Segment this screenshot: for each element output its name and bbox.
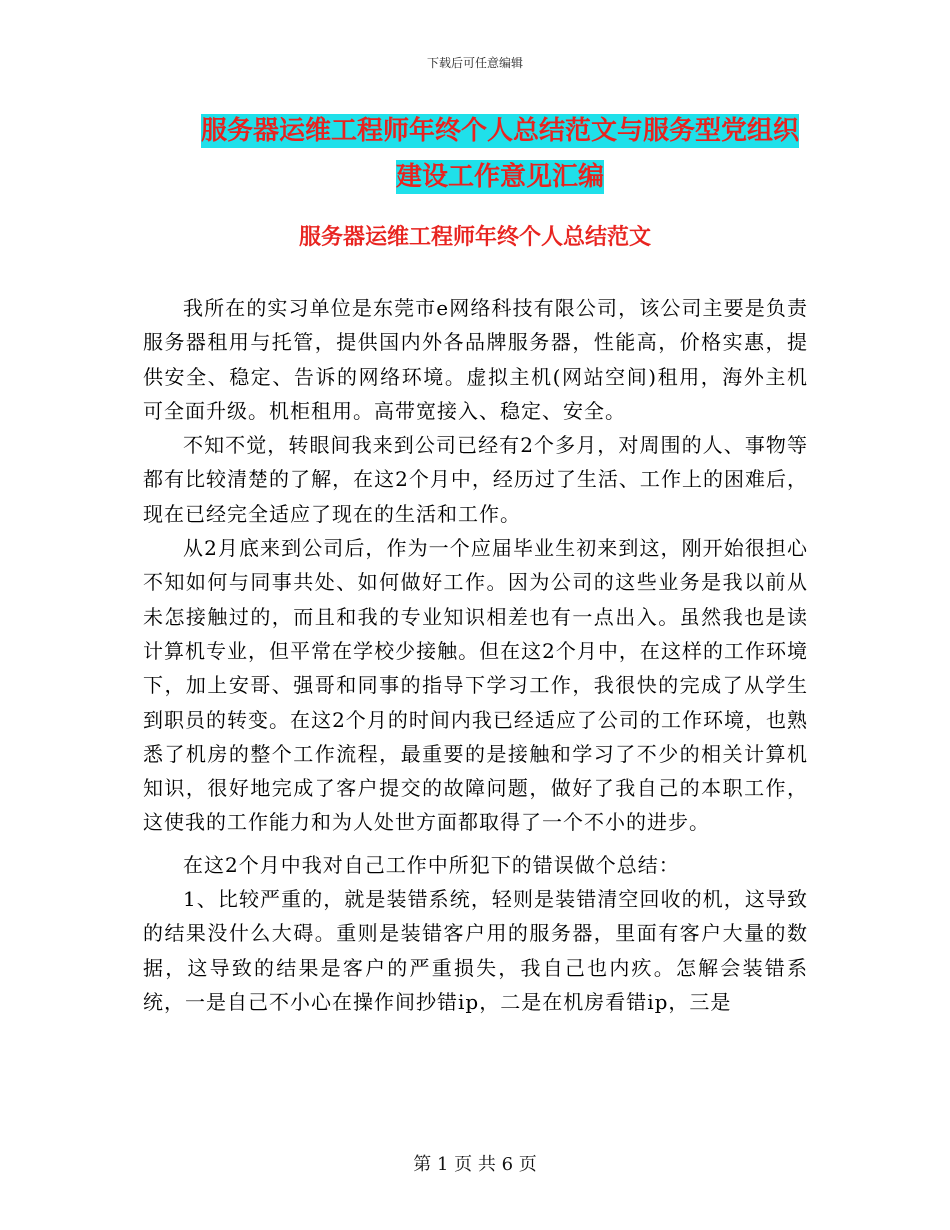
document-title-line-1: 服务器运维工程师年终个人总结范文与服务型党组织 <box>200 116 799 146</box>
page-footer: 第 1 页 共 6 页 <box>413 1154 537 1175</box>
paragraph: 1、比较严重的，就是装错系统，轻则是装错清空回收的机，这导致的结果没什么大碍。重则是装错客户用的服务器，里面有客户大量的数据，这导致的结果是客户的严重损失，我自己也内疚。怎解会装错系统，一是自己不小心在操作间抄错ip，二是在机房看错ip，三是 <box>143 887 808 1014</box>
document-title-line-2: 建设工作意见汇编 <box>395 162 604 192</box>
body-text <box>143 291 808 1019</box>
header-note: 下载后可任意编辑 <box>426 56 523 70</box>
paragraph: 在这2个月中我对自己工作中所犯下的错误做个总结： <box>183 852 680 877</box>
section-title: 服务器运维工程师年终个人总结范文 <box>298 225 651 250</box>
paragraph: 从2月底来到公司后，作为一个应届毕业生初来到这，刚开始很担心不知如何与同事共处、如何做好工作。因为公司的这些业务是我以前从未怎接触过的，而且和我的专业知识相差也有一点出入。虽然我也是读计算机专业，但平常在学校少接触。但在这2个月中，在这样的工作环境下，加上安哥、强哥和同事的指导下学习工作，我很快的完成了从学生到职员的转变。在这2个月的时间内我已经适应了公司的工作环境，也熟悉了机房的整个工作流程，最重要的是接触和学习了不少的相关计算机知识，很好地完成了客户提交的故障问题，做好了我自己的本职工作，这使我的工作能力和为人处世方面都取得了一个不小的进步。 <box>143 536 808 835</box>
document-title <box>150 108 850 200</box>
paragraph: 我所在的实习单位是东莞市e网络科技有限公司，该公司主要是负责服务器租用与托管，提供国内外各品牌服务器，性能高，价格实惠，提供安全、稳定、告诉的网络环境。虚拟主机(网站空间)租用，海外主机可全面升级。机柜租用。高带宽接入、稳定、安全。 <box>143 296 808 423</box>
paragraph: 不知不觉，转眼间我来到公司已经有2个多月，对周围的人、事物等都有比较清楚的了解，在这2个月中，经历过了生活、工作上的困难后，现在已经完全适应了现在的生活和工作。 <box>143 433 808 526</box>
